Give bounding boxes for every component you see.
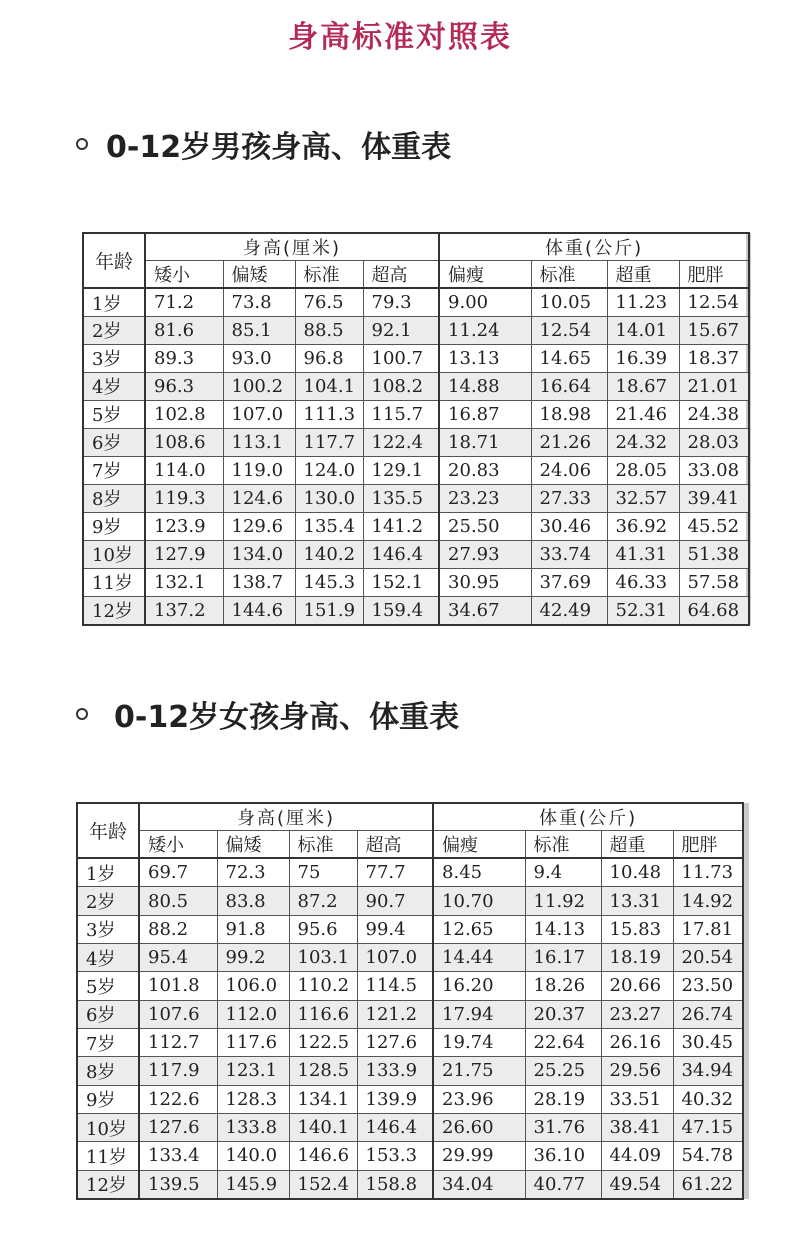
age-cell: 6岁 (83, 428, 145, 456)
value-cell: 54.78 (673, 1142, 743, 1170)
value-cell: 23.50 (673, 972, 743, 1000)
value-cell: 16.17 (525, 944, 601, 972)
value-cell: 102.8 (145, 400, 223, 428)
value-cell: 16.87 (439, 400, 531, 428)
value-cell: 99.2 (217, 944, 289, 972)
value-cell: 30.46 (531, 512, 607, 540)
value-cell: 18.98 (531, 400, 607, 428)
value-cell: 106.0 (217, 972, 289, 1000)
value-cell: 133.9 (357, 1057, 433, 1085)
table-row (83, 512, 749, 540)
value-cell: 107.0 (357, 944, 433, 972)
age-cell: 1岁 (77, 858, 139, 887)
value-cell: 79.3 (363, 288, 439, 317)
value-cell: 151.9 (295, 596, 363, 625)
value-cell: 26.16 (601, 1028, 673, 1056)
height-column-header: 偏矮 (223, 261, 295, 289)
value-cell: 146.4 (363, 540, 439, 568)
bullet-circle-icon (76, 138, 88, 150)
value-cell: 113.1 (223, 428, 295, 456)
table-row (77, 1113, 743, 1141)
table-row (77, 972, 743, 1000)
value-cell: 57.58 (679, 568, 749, 596)
value-cell: 146.4 (357, 1113, 433, 1141)
height-column-header: 矮小 (139, 831, 217, 859)
value-cell: 83.8 (217, 887, 289, 915)
table-row (83, 372, 749, 400)
value-cell: 153.3 (357, 1142, 433, 1170)
age-cell: 8岁 (77, 1057, 139, 1085)
value-cell: 88.2 (139, 915, 217, 943)
value-cell: 92.1 (363, 317, 439, 345)
value-cell: 17.94 (433, 1000, 525, 1028)
value-cell: 21.46 (607, 400, 679, 428)
value-cell: 29.56 (601, 1057, 673, 1085)
height-group-header: 身高(厘米) (139, 803, 433, 831)
table-row (83, 456, 749, 484)
value-cell: 117.9 (139, 1057, 217, 1085)
value-cell: 38.41 (601, 1113, 673, 1141)
value-cell: 152.4 (289, 1170, 357, 1199)
section-heading-boys (76, 122, 451, 166)
value-cell: 25.50 (439, 512, 531, 540)
height-column-header: 矮小 (145, 261, 223, 289)
table-row (83, 568, 749, 596)
girls-table-image (76, 802, 744, 1200)
value-cell: 49.54 (601, 1170, 673, 1199)
value-cell: 18.71 (439, 428, 531, 456)
value-cell: 124.0 (295, 456, 363, 484)
value-cell: 27.93 (439, 540, 531, 568)
value-cell: 39.41 (679, 484, 749, 512)
value-cell: 10.70 (433, 887, 525, 915)
value-cell: 10.48 (601, 858, 673, 887)
value-cell: 132.1 (145, 568, 223, 596)
table-row (83, 288, 749, 317)
value-cell: 47.15 (673, 1113, 743, 1141)
value-cell: 119.0 (223, 456, 295, 484)
value-cell: 95.4 (139, 944, 217, 972)
section-heading-text: 0-12岁男孩身高、体重表 (106, 130, 452, 165)
value-cell: 100.7 (363, 344, 439, 372)
table-row (77, 944, 743, 972)
value-cell: 29.99 (433, 1142, 525, 1170)
height-group-header: 身高(厘米) (145, 233, 439, 261)
table-row (83, 317, 749, 345)
value-cell: 37.69 (531, 568, 607, 596)
age-cell: 11岁 (77, 1142, 139, 1170)
value-cell: 31.76 (525, 1113, 601, 1141)
age-column-header: 年龄 (83, 233, 145, 288)
value-cell: 44.09 (601, 1142, 673, 1170)
value-cell: 119.3 (145, 484, 223, 512)
boys-growth-table (82, 232, 750, 626)
age-cell: 7岁 (83, 456, 145, 484)
value-cell: 75 (289, 858, 357, 887)
value-cell: 22.64 (525, 1028, 601, 1056)
value-cell: 28.03 (679, 428, 749, 456)
age-cell: 4岁 (77, 944, 139, 972)
value-cell: 76.5 (295, 288, 363, 317)
value-cell: 80.5 (139, 887, 217, 915)
value-cell: 108.6 (145, 428, 223, 456)
value-cell: 64.68 (679, 596, 749, 625)
value-cell: 36.10 (525, 1142, 601, 1170)
table-row (83, 484, 749, 512)
value-cell: 87.2 (289, 887, 357, 915)
value-cell: 85.1 (223, 317, 295, 345)
value-cell: 77.7 (357, 858, 433, 887)
value-cell: 13.31 (601, 887, 673, 915)
value-cell: 15.67 (679, 317, 749, 345)
value-cell: 129.1 (363, 456, 439, 484)
value-cell: 122.6 (139, 1085, 217, 1113)
value-cell: 159.4 (363, 596, 439, 625)
value-cell: 9.4 (525, 858, 601, 887)
table-row (83, 400, 749, 428)
table-row (77, 1057, 743, 1085)
value-cell: 127.6 (357, 1028, 433, 1056)
value-cell: 137.2 (145, 596, 223, 625)
value-cell: 40.32 (673, 1085, 743, 1113)
table-row (83, 596, 749, 625)
value-cell: 11.24 (439, 317, 531, 345)
value-cell: 122.4 (363, 428, 439, 456)
age-cell: 1岁 (83, 288, 145, 317)
value-cell: 14.88 (439, 372, 531, 400)
value-cell: 27.33 (531, 484, 607, 512)
value-cell: 88.5 (295, 317, 363, 345)
value-cell: 26.60 (433, 1113, 525, 1141)
value-cell: 140.1 (289, 1113, 357, 1141)
value-cell: 96.8 (295, 344, 363, 372)
value-cell: 158.8 (357, 1170, 433, 1199)
age-cell: 10岁 (83, 540, 145, 568)
value-cell: 146.6 (289, 1142, 357, 1170)
weight-column-header: 偏瘦 (439, 261, 531, 289)
value-cell: 130.0 (295, 484, 363, 512)
age-cell: 11岁 (83, 568, 145, 596)
value-cell: 23.23 (439, 484, 531, 512)
value-cell: 144.6 (223, 596, 295, 625)
value-cell: 115.7 (363, 400, 439, 428)
value-cell: 124.6 (223, 484, 295, 512)
value-cell: 135.4 (295, 512, 363, 540)
table-row (83, 344, 749, 372)
value-cell: 134.1 (289, 1085, 357, 1113)
value-cell: 101.8 (139, 972, 217, 1000)
value-cell: 111.3 (295, 400, 363, 428)
table-row (77, 1142, 743, 1170)
value-cell: 20.83 (439, 456, 531, 484)
value-cell: 61.22 (673, 1170, 743, 1199)
value-cell: 138.7 (223, 568, 295, 596)
page-title: 身高标准对照表 (288, 20, 512, 55)
value-cell: 18.67 (607, 372, 679, 400)
value-cell: 14.92 (673, 887, 743, 915)
value-cell: 34.04 (433, 1170, 525, 1199)
value-cell: 33.74 (531, 540, 607, 568)
value-cell: 51.38 (679, 540, 749, 568)
table-row (83, 428, 749, 456)
value-cell: 145.3 (295, 568, 363, 596)
value-cell: 52.31 (607, 596, 679, 625)
value-cell: 127.6 (139, 1113, 217, 1141)
value-cell: 20.66 (601, 972, 673, 1000)
value-cell: 34.94 (673, 1057, 743, 1085)
weight-group-header: 体重(公斤) (439, 233, 749, 261)
section-heading-girls (76, 692, 459, 736)
value-cell: 21.01 (679, 372, 749, 400)
table-row (77, 1170, 743, 1199)
value-cell: 95.6 (289, 915, 357, 943)
age-cell: 7岁 (77, 1028, 139, 1056)
age-cell: 12岁 (83, 596, 145, 625)
value-cell: 112.0 (217, 1000, 289, 1028)
value-cell: 13.13 (439, 344, 531, 372)
value-cell: 114.5 (357, 972, 433, 1000)
section-heading-text: 0-12岁女孩身高、体重表 (114, 700, 460, 735)
value-cell: 14.65 (531, 344, 607, 372)
value-cell: 99.4 (357, 915, 433, 943)
age-cell: 5岁 (83, 400, 145, 428)
weight-column-header: 标准 (531, 261, 607, 289)
value-cell: 33.08 (679, 456, 749, 484)
value-cell: 20.37 (525, 1000, 601, 1028)
value-cell: 40.77 (525, 1170, 601, 1199)
value-cell: 18.37 (679, 344, 749, 372)
value-cell: 26.74 (673, 1000, 743, 1028)
age-cell: 12岁 (77, 1170, 139, 1199)
value-cell: 9.00 (439, 288, 531, 317)
age-cell: 9岁 (83, 512, 145, 540)
value-cell: 117.6 (217, 1028, 289, 1056)
value-cell: 122.5 (289, 1028, 357, 1056)
value-cell: 71.2 (145, 288, 223, 317)
value-cell: 46.33 (607, 568, 679, 596)
value-cell: 18.26 (525, 972, 601, 1000)
value-cell: 16.20 (433, 972, 525, 1000)
bullet-circle-icon (76, 708, 88, 720)
value-cell: 12.54 (679, 288, 749, 317)
value-cell: 141.2 (363, 512, 439, 540)
value-cell: 12.65 (433, 915, 525, 943)
boys-table-image (82, 232, 746, 626)
value-cell: 112.7 (139, 1028, 217, 1056)
value-cell: 114.0 (145, 456, 223, 484)
value-cell: 116.6 (289, 1000, 357, 1028)
weight-column-header: 超重 (601, 831, 673, 859)
value-cell: 36.92 (607, 512, 679, 540)
value-cell: 16.39 (607, 344, 679, 372)
value-cell: 42.49 (531, 596, 607, 625)
girls-growth-table (76, 802, 744, 1200)
height-column-header: 偏矮 (217, 831, 289, 859)
value-cell: 89.3 (145, 344, 223, 372)
weight-column-header: 标准 (525, 831, 601, 859)
height-column-header: 超高 (363, 261, 439, 289)
value-cell: 34.67 (439, 596, 531, 625)
weight-column-header: 偏瘦 (433, 831, 525, 859)
value-cell: 23.96 (433, 1085, 525, 1113)
value-cell: 30.95 (439, 568, 531, 596)
value-cell: 110.2 (289, 972, 357, 1000)
value-cell: 139.5 (139, 1170, 217, 1199)
value-cell: 90.7 (357, 887, 433, 915)
age-cell: 4岁 (83, 372, 145, 400)
value-cell: 28.19 (525, 1085, 601, 1113)
value-cell: 104.1 (295, 372, 363, 400)
value-cell: 18.19 (601, 944, 673, 972)
value-cell: 33.51 (601, 1085, 673, 1113)
value-cell: 24.32 (607, 428, 679, 456)
value-cell: 107.0 (223, 400, 295, 428)
value-cell: 121.2 (357, 1000, 433, 1028)
value-cell: 24.06 (531, 456, 607, 484)
age-cell: 2岁 (83, 317, 145, 345)
value-cell: 21.26 (531, 428, 607, 456)
value-cell: 45.52 (679, 512, 749, 540)
table-row (77, 887, 743, 915)
value-cell: 14.13 (525, 915, 601, 943)
value-cell: 73.8 (223, 288, 295, 317)
table-row (77, 858, 743, 887)
value-cell: 15.83 (601, 915, 673, 943)
value-cell: 32.57 (607, 484, 679, 512)
table-row (77, 915, 743, 943)
age-cell: 5岁 (77, 972, 139, 1000)
value-cell: 91.8 (217, 915, 289, 943)
value-cell: 30.45 (673, 1028, 743, 1056)
age-cell: 3岁 (83, 344, 145, 372)
value-cell: 8.45 (433, 858, 525, 887)
value-cell: 139.9 (357, 1085, 433, 1113)
age-cell: 2岁 (77, 887, 139, 915)
value-cell: 81.6 (145, 317, 223, 345)
age-cell: 8岁 (83, 484, 145, 512)
value-cell: 20.54 (673, 944, 743, 972)
value-cell: 11.73 (673, 858, 743, 887)
table-row (77, 1028, 743, 1056)
value-cell: 14.01 (607, 317, 679, 345)
value-cell: 69.7 (139, 858, 217, 887)
age-cell: 6岁 (77, 1000, 139, 1028)
value-cell: 100.2 (223, 372, 295, 400)
table-row (83, 540, 749, 568)
weight-group-header: 体重(公斤) (433, 803, 743, 831)
height-column-header: 超高 (357, 831, 433, 859)
age-cell: 10岁 (77, 1113, 139, 1141)
value-cell: 14.44 (433, 944, 525, 972)
value-cell: 133.8 (217, 1113, 289, 1141)
value-cell: 28.05 (607, 456, 679, 484)
table-row (77, 1085, 743, 1113)
value-cell: 108.2 (363, 372, 439, 400)
value-cell: 16.64 (531, 372, 607, 400)
value-cell: 135.5 (363, 484, 439, 512)
age-column-header: 年龄 (77, 803, 139, 858)
value-cell: 17.81 (673, 915, 743, 943)
value-cell: 123.1 (217, 1057, 289, 1085)
height-column-header: 标准 (295, 261, 363, 289)
weight-column-header: 超重 (607, 261, 679, 289)
value-cell: 21.75 (433, 1057, 525, 1085)
value-cell: 140.0 (217, 1142, 289, 1170)
value-cell: 41.31 (607, 540, 679, 568)
value-cell: 133.4 (139, 1142, 217, 1170)
value-cell: 129.6 (223, 512, 295, 540)
value-cell: 145.9 (217, 1170, 289, 1199)
table-row (77, 1000, 743, 1028)
height-column-header: 标准 (289, 831, 357, 859)
weight-column-header: 肥胖 (679, 261, 749, 289)
value-cell: 128.3 (217, 1085, 289, 1113)
value-cell: 72.3 (217, 858, 289, 887)
value-cell: 10.05 (531, 288, 607, 317)
age-cell: 3岁 (77, 915, 139, 943)
value-cell: 127.9 (145, 540, 223, 568)
value-cell: 107.6 (139, 1000, 217, 1028)
value-cell: 152.1 (363, 568, 439, 596)
value-cell: 11.23 (607, 288, 679, 317)
value-cell: 117.7 (295, 428, 363, 456)
value-cell: 12.54 (531, 317, 607, 345)
weight-column-header: 肥胖 (673, 831, 743, 859)
value-cell: 25.25 (525, 1057, 601, 1085)
value-cell: 19.74 (433, 1028, 525, 1056)
value-cell: 128.5 (289, 1057, 357, 1085)
value-cell: 23.27 (601, 1000, 673, 1028)
value-cell: 123.9 (145, 512, 223, 540)
age-cell: 9岁 (77, 1085, 139, 1113)
value-cell: 93.0 (223, 344, 295, 372)
value-cell: 134.0 (223, 540, 295, 568)
value-cell: 11.92 (525, 887, 601, 915)
value-cell: 96.3 (145, 372, 223, 400)
value-cell: 24.38 (679, 400, 749, 428)
value-cell: 140.2 (295, 540, 363, 568)
value-cell: 103.1 (289, 944, 357, 972)
